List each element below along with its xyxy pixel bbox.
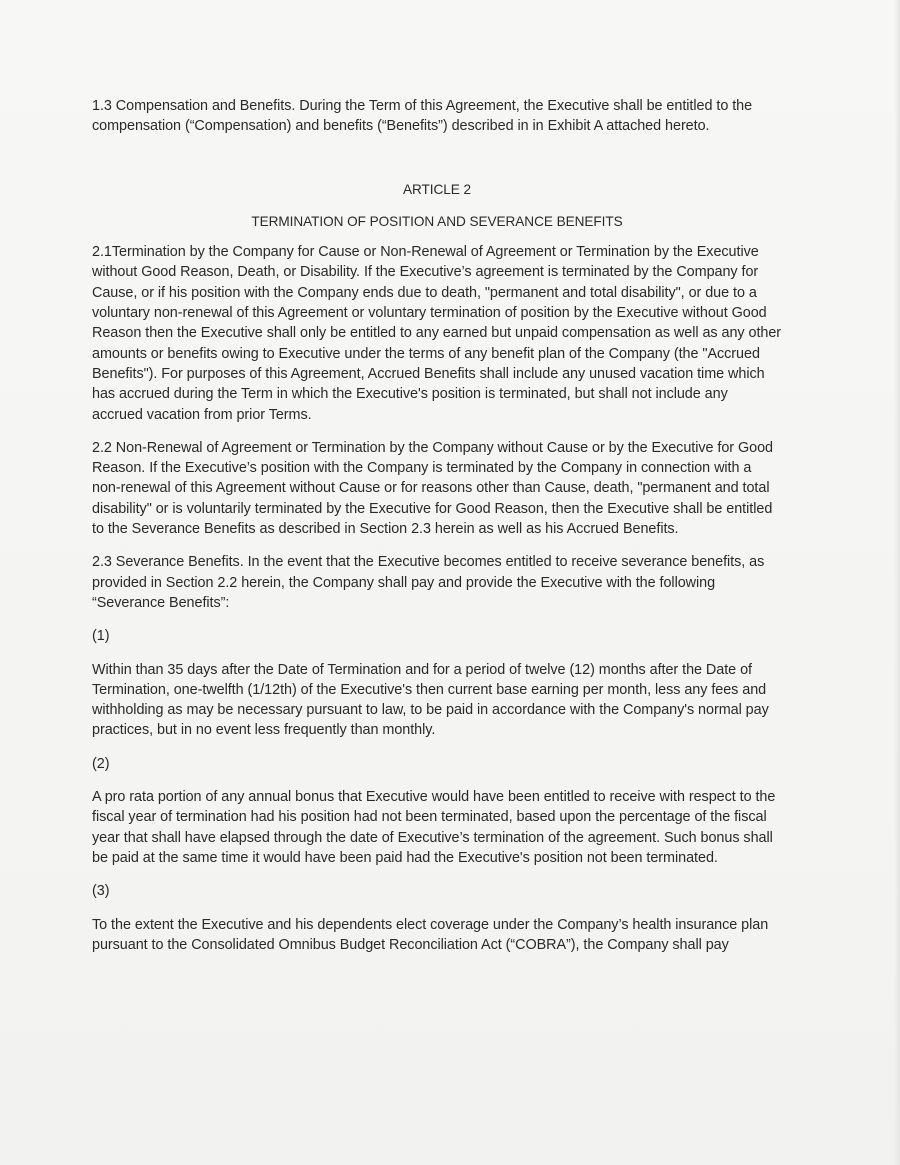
- article-title: TERMINATION OF POSITION AND SEVERANCE BENEFITS: [251, 213, 623, 229]
- article-label: ARTICLE 2: [402, 181, 472, 197]
- item-number: (3): [92, 883, 110, 900]
- item-text: A pro rata portion of any annual bonus that Executive would have been entitled to receive with respect to the fiscal year of termination had his position had not been terminated, based upon the percentage of the fiscal year that shall have elapsed through the date of Executive’s termination of the agreement. Such bonus shall be paid at the same time it would have been paid had the Executive's position not been terminated.: [92, 789, 776, 866]
- section-2-3-paragraph: 2.3 Severance Benefits. In the event that the Executive becomes entitled to receive severance benefits, as provided in Section 2.2 herein, the Company shall pay and provide the Executive with the following “Severance Benefits”:: [92, 554, 765, 611]
- item-number: (2): [92, 755, 110, 772]
- section-2-2-paragraph: 2.2 Non-Renewal of Agreement or Termination by the Company without Cause or by the Executive for Good Reason. If the Executive’s position with the Company is terminated by the Company in connection with a non-renewal of this Agreement without Cause or for reasons other than Cause, death, "permanent and total disability" or is voluntarily terminated by the Executive for Good Reason, then the Executive shall be entitled to the Severance Benefits as described in Section 2.3 herein as well as his Accrued Benefits.: [92, 439, 774, 538]
- item-number: (1): [92, 628, 110, 645]
- section-2-1-paragraph: 2.1Termination by the Company for Cause or Non-Renewal of Agreement or Termination by the Executive without Good Reason, Death, or Disability. If the Executive’s agreement is terminated by the Company for Cause, or if his position with the Company ends due to death, "permanent and total disability", or due to a voluntary non-renewal of this Agreement or voluntary termination of position by the Executive without Good Reason then the Executive shall only be entitled to any earned but unpaid compensation as well as any other amounts or benefits owing to Executive under the terms of any benefit plan of the Company (the "Accrued Benefits"). For purposes of this Agreement, Accrued Benefits shall include any unused vacation time which has accrued during the Term in which the Executive's position is terminated, but shall not include any accrued vacation from prior Terms.: [92, 244, 782, 423]
- section-1-3-paragraph: 1.3 Compensation and Benefits. During the Term of this Agreement, the Executive shall be entitled to the compensation (“Compensation) and benefits (“Benefits”) described in in Exhibit A attached hereto.: [92, 98, 753, 135]
- item-text: Within than 35 days after the Date of Termination and for a period of twelve (12) months after the Date of Termination, one-twelfth (1/12th) of the Executive's then current base earning per month, less any fees and withholding as may be necessary pursuant to law, to be paid in accordance with the Company's normal pay practices, but in no event less frequently than monthly.: [92, 661, 769, 739]
- item-text: To the extent the Executive and his dependents elect coverage under the Company’s health insurance plan pursuant to the Consolidated Omnibus Budget Reconciliation Act (“COBRA”), the Company shall pay: [92, 916, 769, 953]
